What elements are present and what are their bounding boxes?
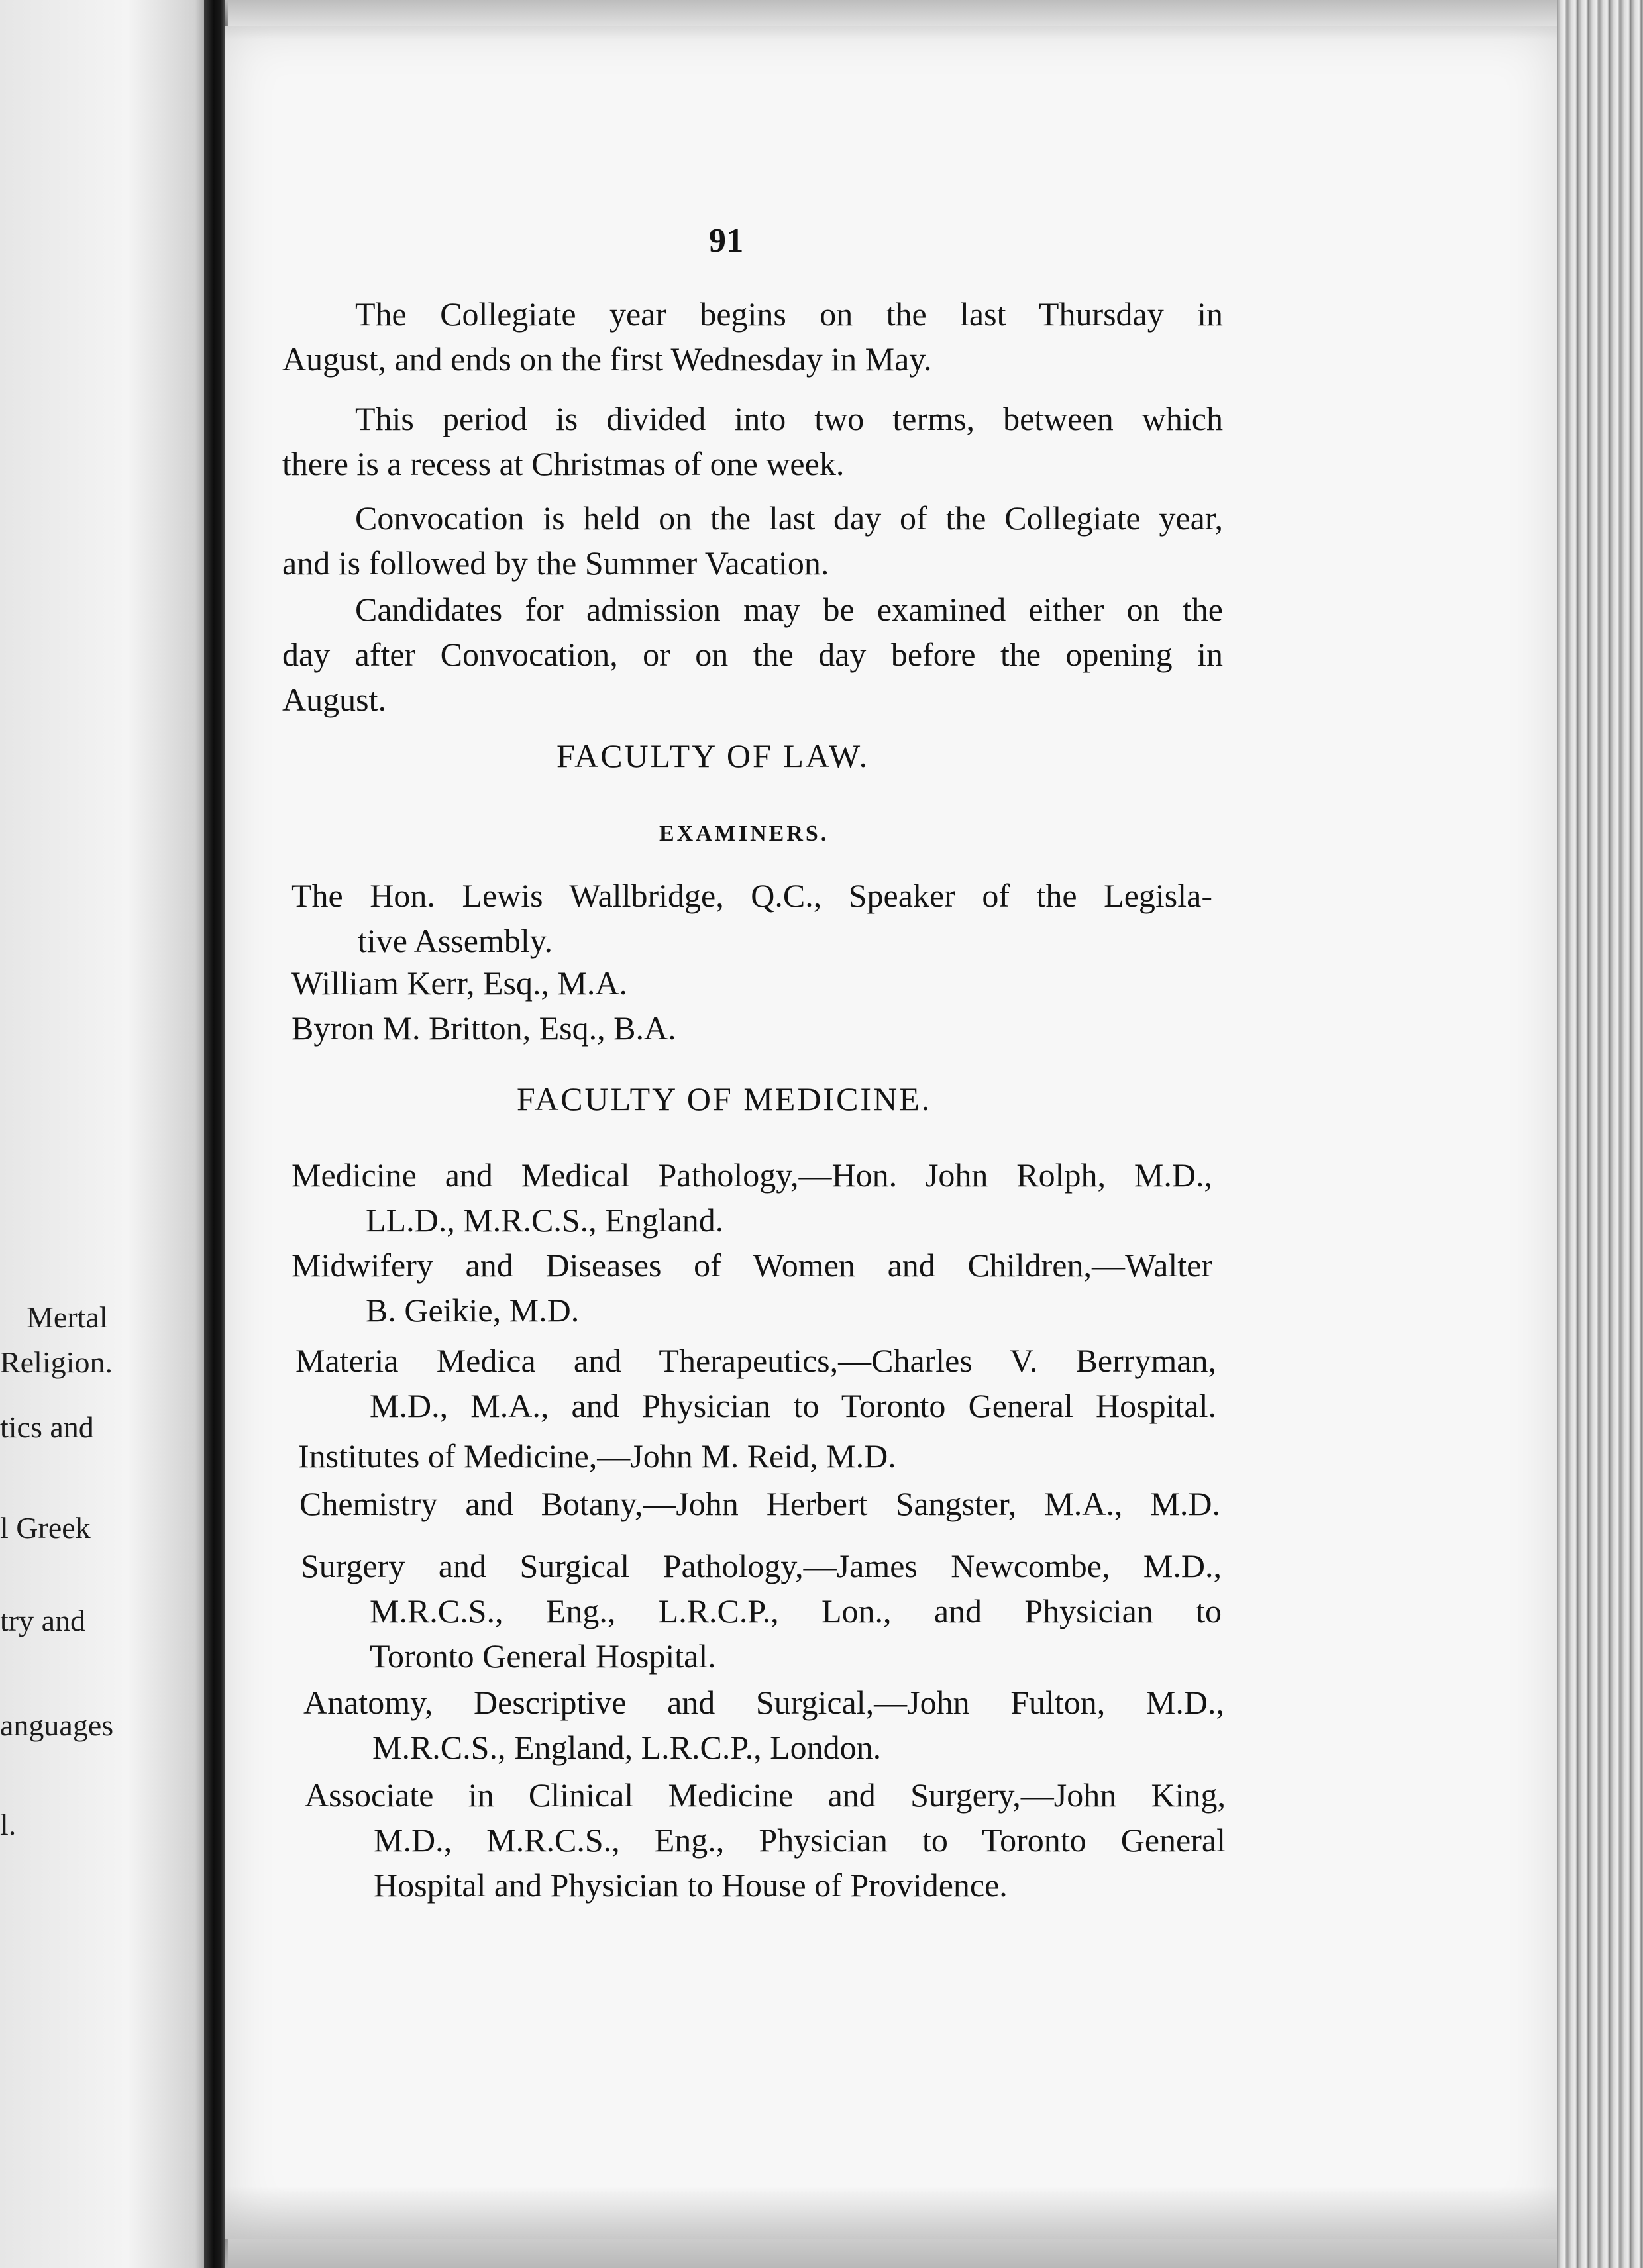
text-line: Associate in Clinical Medicine and Surgery,—John King, [305, 1777, 1226, 1814]
text-line: Hospital and Physician to House of Providence. [374, 1867, 1008, 1904]
law-examiner-entry [292, 1005, 1212, 1051]
left-page-fragment: Religion. [0, 1345, 113, 1379]
text-line: and is followed by the Summer Vacation. [282, 544, 829, 582]
text-line: Candidates for admission may be examined either on the [355, 591, 1223, 628]
text-line: Byron M. Britton, Esq., B.A. [292, 1009, 676, 1047]
text-line: Midwifery and Diseases of Women and Children,—Walter [292, 1247, 1212, 1284]
book-gutter [204, 0, 228, 2268]
medicine-entry [292, 1153, 1212, 1243]
page-number: 91 [709, 222, 744, 260]
medicine-entry [299, 1481, 1220, 1526]
convocation-paragraph [282, 495, 1223, 586]
left-page-fragment: tics and [0, 1410, 94, 1444]
top-edge-shadow [225, 0, 1557, 40]
faculty-of-medicine-heading: FACULTY OF MEDICINE. [517, 1080, 932, 1117]
text-line: Institutes of Medicine,—John M. Reid, M.D. [298, 1437, 896, 1474]
text-line: M.R.C.S., England, L.R.C.P., London. [372, 1729, 882, 1766]
text-line: Toronto General Hospital. [370, 1637, 716, 1675]
text-line: LL.D., M.R.C.S., England. [366, 1202, 724, 1239]
text-line: B. Geikie, M.D. [366, 1292, 580, 1329]
medicine-entry [298, 1433, 1219, 1478]
examiners-heading: EXAMINERS. [659, 821, 829, 846]
left-page-fragment: anguages [0, 1708, 114, 1742]
text-line: day after Convocation, or on the day before the opening in [282, 636, 1223, 673]
text-line: William Kerr, Esq., M.A. [292, 964, 628, 1002]
medicine-entry [301, 1543, 1222, 1678]
text-line: Medicine and Medical Pathology,—Hon. John Rolph, M.D., [292, 1157, 1212, 1194]
text-line: M.D., M.R.C.S., Eng., Physician to Toronto General [374, 1822, 1226, 1859]
text-line: Surgery and Surgical Pathology,—James Newcombe, M.D., [301, 1547, 1222, 1584]
left-page-fragment: l. [0, 1808, 17, 1841]
text-line: The Collegiate year begins on the last Thursday in [355, 295, 1223, 333]
law-examiner-entry [292, 960, 1212, 1005]
collegiate-year-paragraph [282, 291, 1223, 382]
text-line: there is a recess at Christmas of one week. [282, 445, 845, 482]
terms-paragraph [282, 396, 1223, 486]
text-line: Anatomy, Descriptive and Surgical,—John Fulton, M.D., [303, 1684, 1224, 1721]
text-line: Chemistry and Botany,—John Herbert Sangster, M.A., M.D. [299, 1485, 1220, 1522]
medicine-entry [292, 1243, 1212, 1333]
text-line: Materia Medica and Therapeutics,—Charles V. Berryman, [295, 1342, 1216, 1379]
text-line: M.D., M.A., and Physician to Toronto General Hospital. [370, 1387, 1216, 1424]
medicine-entry [295, 1338, 1216, 1428]
left-facing-page [0, 0, 212, 2268]
page-edges [1557, 0, 1643, 2268]
text-line: Convocation is held on the last day of the Collegiate year, [355, 499, 1223, 537]
text-line: tive Assembly. [358, 922, 553, 959]
text-line: M.R.C.S., Eng., L.R.C.P., Lon., and Physician to [370, 1592, 1222, 1629]
faculty-of-law-heading: FACULTY OF LAW. [556, 737, 870, 774]
admission-paragraph [282, 587, 1223, 722]
text-line: August, and ends on the first Wednesday in May. [282, 340, 932, 378]
text-line: August. [282, 681, 386, 718]
medicine-entry [303, 1680, 1224, 1770]
law-examiner-entry [292, 873, 1212, 963]
left-page-fragment: Mertal [26, 1300, 108, 1334]
medicine-entry [305, 1773, 1226, 1908]
text-line: The Hon. Lewis Wallbridge, Q.C., Speaker of the Legisla- [292, 877, 1212, 914]
left-page-fragment: l Greek [0, 1511, 91, 1545]
bottom-edge-shadow [225, 2186, 1557, 2268]
left-page-fragment: try and [0, 1604, 86, 1637]
text-line: This period is divided into two terms, between which [355, 400, 1223, 437]
